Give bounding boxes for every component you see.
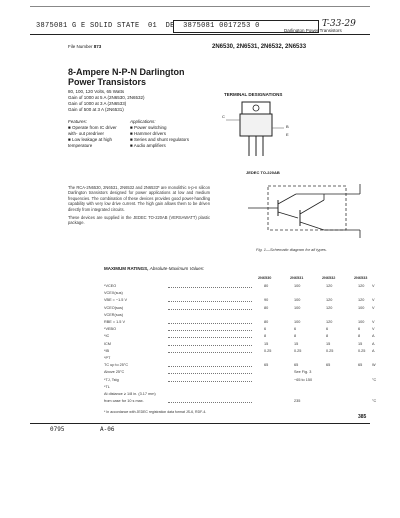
dot-leader	[168, 309, 252, 310]
applications	[130, 119, 210, 149]
row-unit: °C	[372, 399, 377, 404]
file-number-value: 873	[93, 44, 102, 49]
schematic-diagram	[240, 180, 380, 240]
ratings-heading-italic: Absolute-Maximum Values:	[149, 266, 205, 271]
row-value: 80	[264, 305, 269, 310]
application-item: ■ Series and shunt regulators	[130, 137, 190, 142]
stamp-de: DE	[165, 22, 175, 30]
dot-leader	[168, 337, 252, 338]
row-symbol: VCEX(sus)	[104, 291, 123, 296]
row-value: 8	[326, 334, 329, 339]
dot-leader	[168, 345, 252, 346]
row-value: See Fig. 3	[294, 370, 312, 375]
terminal-label-c: C	[222, 114, 225, 119]
row-value: 120	[358, 298, 365, 303]
row-value: −65 to 150	[294, 377, 313, 382]
terminal-label-e: E	[286, 132, 289, 137]
page-title	[68, 67, 185, 87]
row-unit: °C	[372, 377, 377, 382]
application-item: ■ Audio amplifiers	[130, 143, 166, 148]
row-unit: V	[372, 320, 375, 324]
q1-collector	[278, 194, 296, 204]
row-value: 90	[264, 298, 269, 303]
dot-leader	[168, 366, 252, 367]
features	[68, 119, 126, 149]
row-symbol: *VEBO	[104, 327, 117, 332]
row-symbol: *TL	[104, 384, 110, 389]
description-p1: The RCA-2N6530, 2N6531, 2N6532 and 2N6533* are monolithic n-p-n silicon Darlington transistors designed for power applications at low and medium frequencies. The combination of these devices provides good power-handling capability with very low drive current. The high gain allows them to be driven directly from integrated circuits.	[68, 185, 210, 212]
mounting-hole	[253, 105, 259, 111]
row-symbol: RBE = 1.5 V	[104, 320, 125, 324]
row-value: 100	[358, 305, 365, 310]
spec-line: Gain of 1000 at 5 A (2N6530, 2N6532)	[68, 95, 145, 100]
row-symbol: *TJ, Tstg	[104, 377, 119, 382]
row-symbol: VBE = −1.5 V	[104, 298, 128, 303]
schematic-box	[268, 186, 346, 230]
row-value: 100	[294, 320, 301, 324]
q2-collector	[300, 200, 324, 214]
row-symbol: *IC	[104, 334, 110, 339]
package-tab	[242, 102, 270, 114]
title-line-1: 8-Ampere N-P-N Darlington	[68, 67, 185, 77]
row-value: 15	[358, 341, 363, 346]
column-header: 2N6530	[258, 276, 272, 280]
row-value: 0.25	[264, 348, 272, 353]
dot-leader	[168, 287, 252, 288]
table-row	[104, 385, 376, 392]
row-value: 6	[358, 327, 361, 332]
row-value: 120	[326, 298, 333, 303]
dot-leader	[168, 352, 252, 353]
spec-line: 80, 100, 120 Volts, 65 Watts	[68, 89, 125, 94]
package-body	[240, 114, 272, 136]
dot-leader	[168, 402, 252, 403]
schematic-caption: Fig. 1—Schematic diagram for all types.	[256, 247, 327, 252]
row-value: 6	[264, 327, 267, 332]
table-row	[104, 306, 376, 313]
terminal-heading: TERMINAL DESIGNATIONS	[224, 92, 283, 97]
table-row	[104, 363, 376, 370]
row-symbol: Above 25°C	[104, 370, 125, 375]
row-value: 100	[294, 298, 301, 303]
row-value: 80	[264, 320, 269, 324]
ratings-heading	[104, 266, 204, 272]
stamp-code: 3875081 0017253 0	[183, 22, 260, 30]
row-value: 65	[358, 363, 363, 368]
part-numbers: 2N6530, 2N6531, 2N6532, 2N6533	[212, 44, 307, 50]
file-number-label: File Number	[68, 44, 93, 49]
dot-leader	[168, 323, 252, 324]
page-number: 385	[358, 414, 367, 420]
row-value: 15	[264, 341, 269, 346]
application-item: ■ Hammer drivers	[130, 131, 166, 136]
row-value: 8	[294, 334, 297, 339]
row-value: 100	[358, 320, 365, 324]
application-item: ■ Power switching	[130, 125, 167, 130]
row-value: 100	[294, 305, 301, 310]
specs-list	[68, 89, 218, 113]
row-value: 120	[326, 320, 333, 324]
column-header: 2N6532	[322, 276, 336, 280]
bottom-left-code: 0795	[50, 426, 65, 433]
table-row	[104, 342, 376, 349]
row-value: 0.25	[358, 348, 366, 353]
q1-emitter	[278, 212, 298, 218]
table-row	[104, 284, 376, 291]
row-symbol: VCEO(sus)	[104, 305, 124, 310]
row-symbol: VCER(sus)	[104, 312, 123, 317]
table-row	[104, 320, 376, 327]
feature-item: ■ Low leakage at high temperature	[68, 137, 112, 148]
row-symbol: TC up to 25°C	[104, 363, 129, 368]
row-value: 0.25	[326, 348, 334, 353]
row-value: 65	[294, 363, 299, 368]
table-row	[104, 356, 376, 363]
column-header: 2N6533	[354, 276, 368, 280]
table-row	[104, 349, 376, 356]
row-value: 100	[294, 284, 301, 288]
table-row	[104, 313, 376, 320]
row-unit: A	[372, 348, 375, 353]
table-row	[104, 370, 376, 377]
row-unit: V	[372, 305, 375, 310]
row-value: 8	[264, 334, 267, 339]
ratings-footnote: * In accordance with JEDEC registration data format JS-6, RDF-4.	[104, 410, 207, 414]
stamp-01: 01	[148, 22, 158, 30]
row-symbol: *VCEO	[104, 284, 117, 288]
table-row	[104, 378, 376, 385]
table-row	[104, 334, 376, 341]
row-symbol: from case for 10 s max.	[104, 399, 144, 404]
row-value: 120	[326, 284, 333, 288]
row-unit: A	[372, 341, 375, 346]
row-value: 235	[294, 399, 301, 404]
table-row	[104, 327, 376, 334]
row-unit: V	[372, 327, 375, 332]
dot-leader	[168, 330, 252, 331]
row-value: 8	[358, 334, 361, 339]
spec-line: Gain of 500 at 3 A (2N6531)	[68, 107, 124, 112]
dot-leader	[168, 301, 252, 302]
table-row	[104, 298, 376, 305]
row-value: 15	[326, 341, 331, 346]
terminal-label-b: B	[286, 124, 289, 129]
row-symbol: *IB	[104, 348, 110, 353]
row-value: 15	[294, 341, 299, 346]
row-value: 6	[326, 327, 329, 332]
table-row	[104, 392, 376, 399]
row-value: 120	[326, 305, 333, 310]
applications-heading: Applications:	[130, 119, 156, 124]
row-symbol: *PT	[104, 356, 111, 360]
q2-emitter	[300, 222, 324, 230]
title-line-2: Power Transistors	[68, 77, 147, 87]
row-unit: V	[372, 284, 375, 288]
case-label: JEDEC TO-220AB	[246, 170, 280, 175]
feature-item: ■ Operate from IC driver with- out predriver	[68, 125, 117, 136]
row-value: 65	[264, 363, 269, 368]
row-value: 65	[326, 363, 331, 368]
row-symbol: ICM	[104, 341, 111, 346]
description	[68, 185, 210, 226]
row-value: 80	[264, 284, 269, 288]
table-row	[104, 399, 376, 406]
file-number	[68, 44, 101, 50]
row-unit: A	[372, 334, 375, 339]
row-value: 6	[294, 327, 297, 332]
dot-leader	[168, 381, 252, 382]
row-value: 120	[358, 284, 365, 288]
stamp-left: 3875081 G E SOLID STATE	[36, 22, 140, 30]
dot-leader	[168, 373, 252, 374]
features-heading: Features:	[68, 119, 88, 124]
row-unit: V	[372, 298, 375, 303]
ratings-heading-text: MAXIMUM RATINGS,	[104, 266, 149, 271]
section-title: Darlington Power Transistors	[284, 28, 342, 33]
spec-line: Gain of 1000 at 3 A (2N6533)	[68, 101, 127, 106]
ratings-column-headers	[104, 276, 376, 283]
row-symbol: At distance ≥ 1/8 in. (3.17 mm)	[104, 392, 156, 396]
table-row	[104, 291, 376, 298]
description-p2: These devices are supplied in the JEDEC TO-220AB (VERSAWATT) plastic package.	[68, 215, 210, 226]
column-header: 2N6531	[290, 276, 304, 280]
handwritten-code: T-33-29	[322, 19, 356, 29]
row-unit: W	[372, 363, 376, 368]
row-value: 0.25	[294, 348, 302, 353]
bottom-mid-code: A-06	[100, 426, 115, 433]
